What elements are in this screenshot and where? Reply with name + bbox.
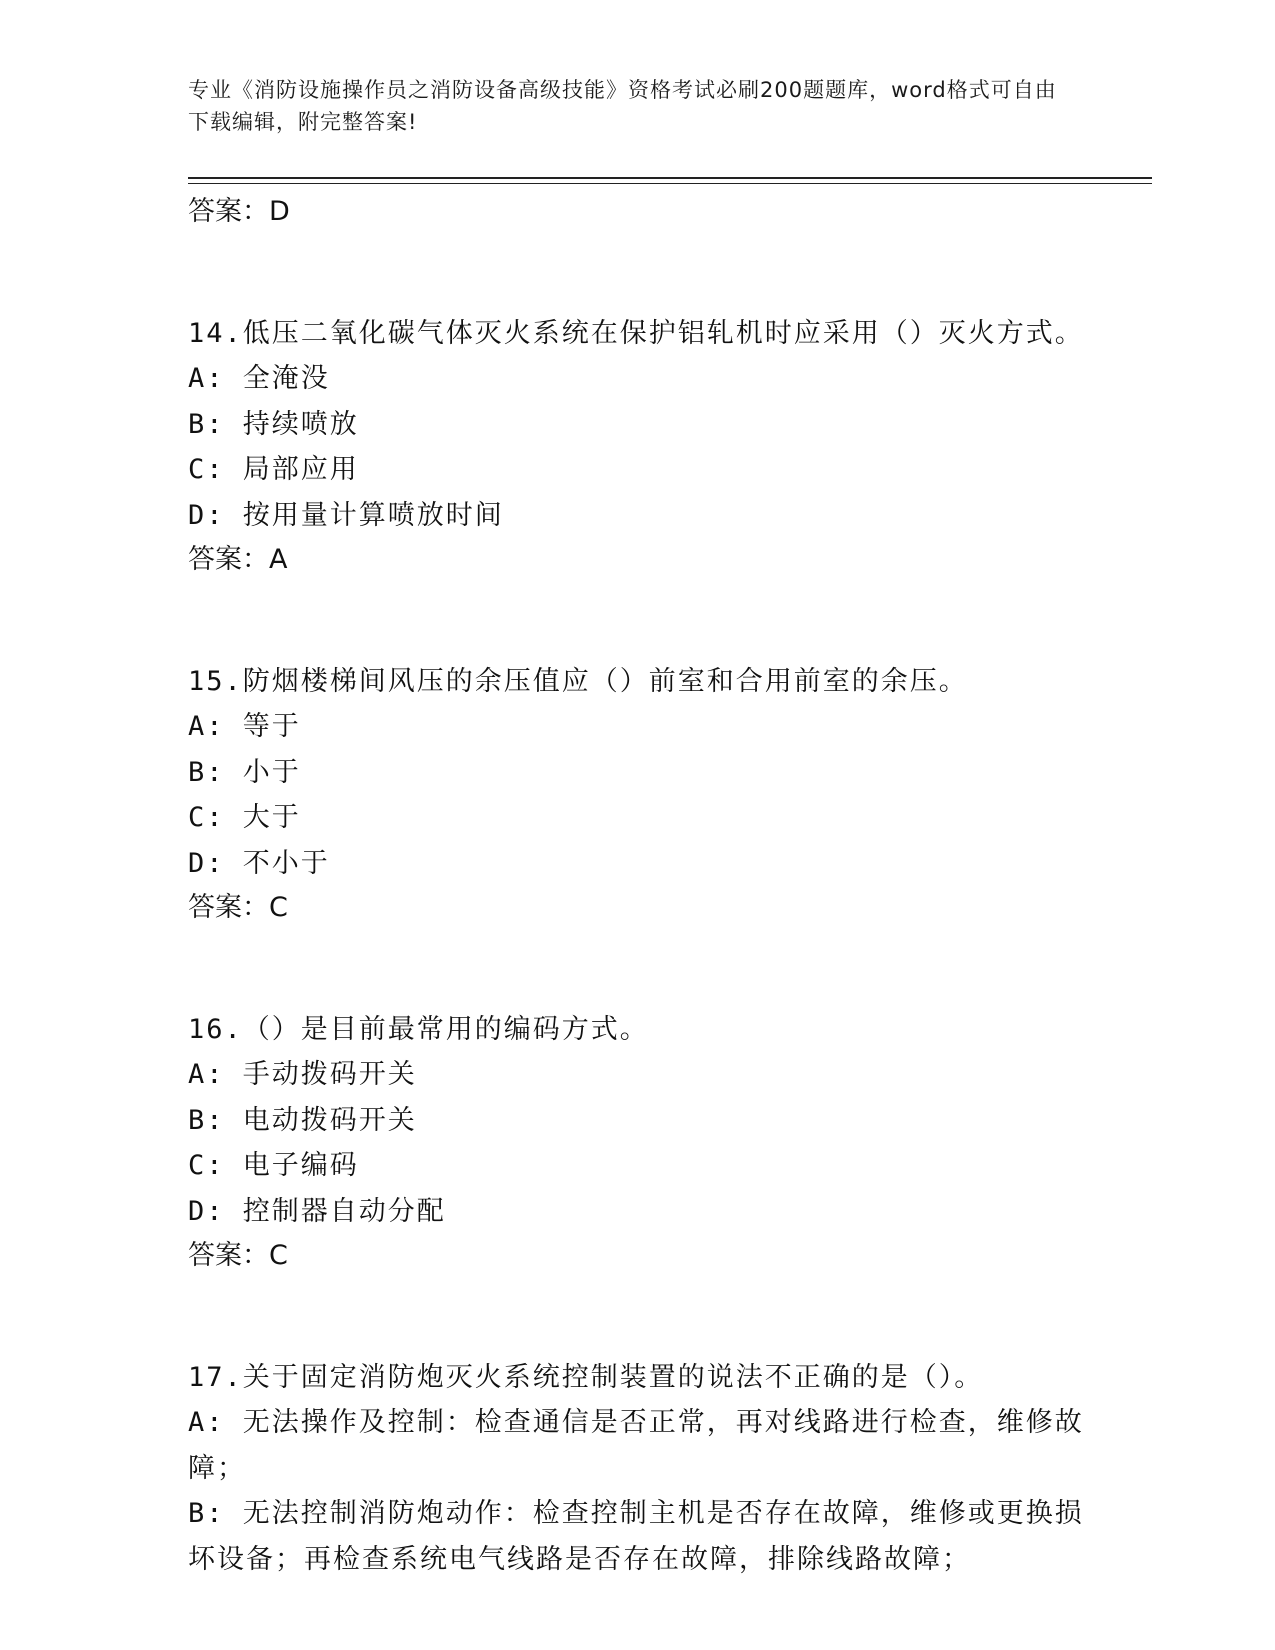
option-a: A: 全淹没 — [188, 363, 330, 394]
option-c: C: 局部应用 — [188, 454, 359, 485]
question-stem: 16.（）是目前最常用的编码方式。 — [188, 1014, 649, 1045]
option-d: D: 控制器自动分配 — [188, 1195, 446, 1227]
question-block — [188, 1008, 1088, 1278]
option-b: B: 持续喷放 — [188, 408, 359, 440]
header-divider-thin — [188, 183, 1152, 184]
question-list — [188, 190, 1088, 1582]
question-block — [188, 312, 1088, 582]
question-stem: 14.低压二氧化碳气体灭火系统在保护铝轧机时应采用（）灭火方式。 — [188, 318, 1084, 349]
header-divider-thick — [188, 177, 1152, 179]
option-a: A: 无法操作及控制：检查通信是否正常，再对线路进行检查，维修故障； — [188, 1407, 1084, 1484]
question-stem: 17.关于固定消防炮灭火系统控制装置的说法不正确的是（）。 — [188, 1362, 984, 1393]
option-d: D: 按用量计算喷放时间 — [188, 499, 504, 531]
option-c: C: 电子编码 — [188, 1150, 359, 1181]
answer-line: 答案：A — [188, 544, 288, 575]
question-stem: 15.防烟楼梯间风压的余压值应（）前室和合用前室的余压。 — [188, 666, 968, 697]
question-block — [188, 1356, 1088, 1582]
option-a: A: 等于 — [188, 711, 301, 742]
answer-line: 答案：D — [188, 196, 290, 227]
option-b: B: 电动拨码开关 — [188, 1104, 417, 1136]
option-d: D: 不小于 — [188, 847, 330, 879]
option-b: B: 无法控制消防炮动作：检查控制主机是否存在故障，维修或更换损坏设备；再检查系统电气线路是否存在故障，排除线路故障； — [188, 1498, 1084, 1575]
document-header: 专业《消防设施操作员之消防设备高级技能》资格考试必刷200题题库，word格式可自由下载编辑，附完整答案! — [188, 78, 1057, 134]
option-a: A: 手动拨码开关 — [188, 1059, 417, 1090]
question-block — [188, 660, 1088, 930]
option-c: C: 大于 — [188, 802, 301, 833]
option-b: B: 小于 — [188, 756, 301, 788]
answer-line: 答案：C — [188, 1240, 288, 1271]
answer-line: 答案：C — [188, 892, 288, 923]
